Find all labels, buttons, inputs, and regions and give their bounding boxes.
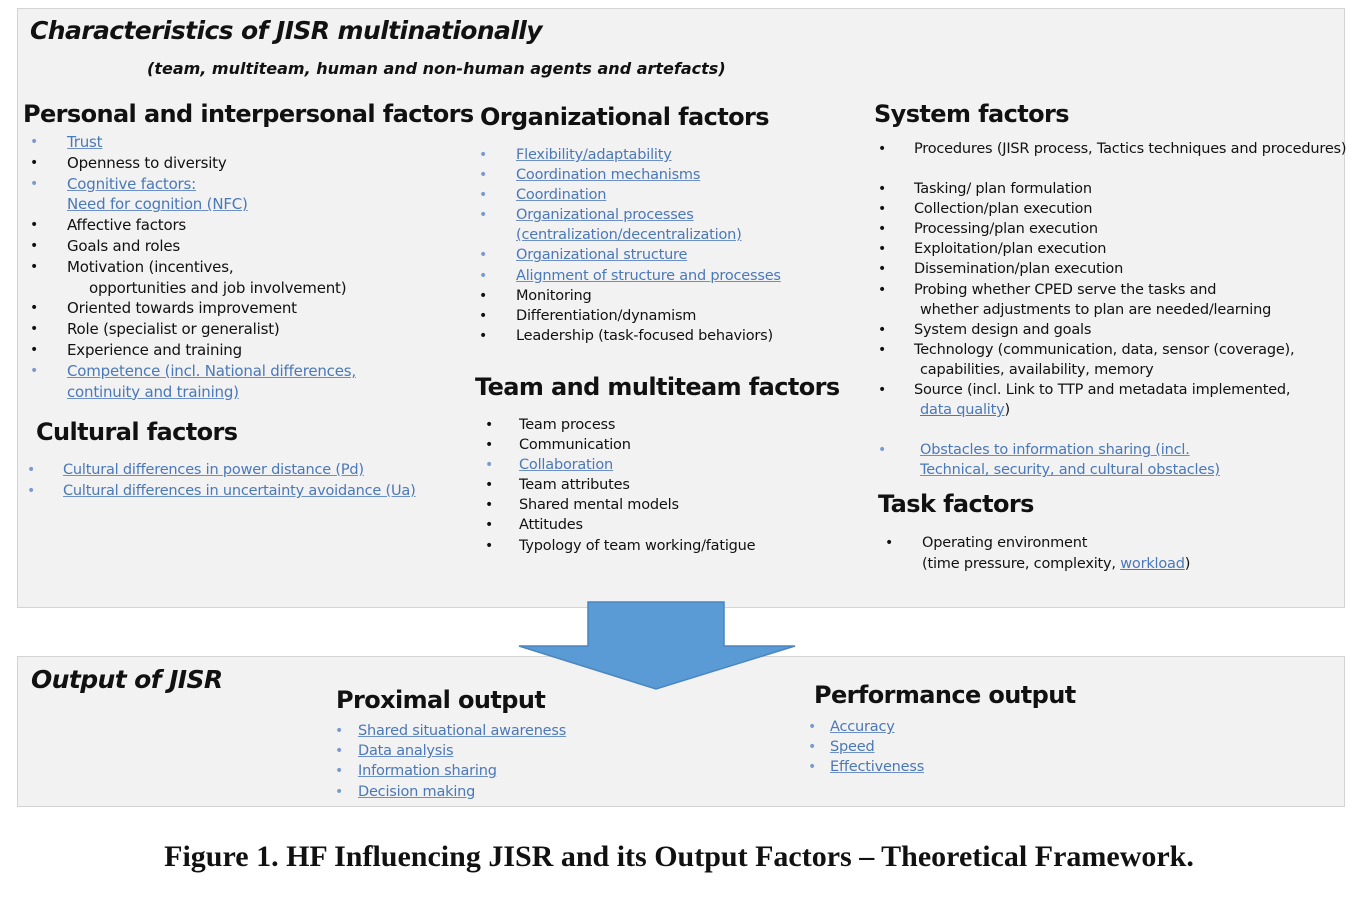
- characteristics-title: Characteristics of JISR multinationally: [30, 16, 542, 45]
- list-item[interactable]: • Organizational processes (centralization/decentralization): [516, 205, 781, 245]
- list-item: • Goals and roles: [67, 236, 356, 257]
- organizational-factors-heading: Organizational factors: [480, 103, 769, 131]
- list-item: • Oriented towards improvement: [67, 298, 356, 319]
- list-item[interactable]: • Collaboration: [519, 455, 755, 475]
- list-item: • Role (specialist or generalist): [67, 319, 356, 340]
- performance-output-heading: Performance output: [814, 681, 1076, 709]
- list-item: • Leadership (task-focused behaviors): [516, 326, 781, 346]
- list-item: • Monitoring: [516, 286, 781, 306]
- cultural-factors-list: [63, 460, 416, 502]
- list-item[interactable]: • Competence (incl. National differences, continuity and training): [67, 361, 356, 403]
- list-item: • Experience and training: [67, 340, 356, 361]
- list-item[interactable]: • Cultural differences in uncertainty avoidance (Ua): [63, 481, 416, 502]
- personal-factors-heading: Personal and interpersonal factors: [23, 100, 474, 128]
- list-item[interactable]: • Coordination mechanisms: [516, 165, 781, 185]
- list-item[interactable]: • Effectiveness: [830, 757, 924, 777]
- down-arrow-icon: [518, 600, 798, 692]
- task-factors-heading: Task factors: [878, 490, 1034, 518]
- list-item: • Team process: [519, 415, 755, 435]
- proximal-output-list: [358, 721, 566, 802]
- list-item[interactable]: • Cultural differences in power distance (Pd): [63, 460, 416, 481]
- cultural-factors-heading: Cultural factors: [36, 418, 238, 446]
- list-item[interactable]: • Decision making: [358, 782, 566, 802]
- task-factors-list: [922, 533, 1190, 575]
- list-item[interactable]: • Data analysis: [358, 741, 566, 761]
- team-factors-list: [519, 415, 755, 556]
- organizational-factors-list: [516, 145, 781, 346]
- list-item: • Technology (communication, data, sensor (coverage), capabilities, availability, memory: [914, 340, 1346, 380]
- list-item[interactable]: • Obstacles to information sharing (incl. Technical, security, and cultural obstacles): [914, 440, 1346, 480]
- performance-output-list: [830, 717, 924, 778]
- list-item: • Affective factors: [67, 215, 356, 236]
- list-item: • Dissemination/plan execution: [914, 259, 1346, 279]
- list-item[interactable]: • Shared situational awareness: [358, 721, 566, 741]
- list-item: • System design and goals: [914, 320, 1346, 340]
- personal-factors-list: [67, 132, 356, 402]
- proximal-output-heading: Proximal output: [336, 686, 546, 714]
- list-item: • Shared mental models: [519, 495, 755, 515]
- data-quality-link[interactable]: data quality: [920, 402, 1005, 419]
- list-item: • Motivation (incentives, opportunities and job involvement): [67, 257, 356, 299]
- list-item: • Source (incl. Link to TTP and metadata implemented, data quality): [914, 380, 1346, 420]
- list-item: • Openness to diversity: [67, 153, 356, 174]
- list-item[interactable]: • Trust: [67, 132, 356, 153]
- list-item[interactable]: • Alignment of structure and processes: [516, 266, 781, 286]
- system-factors-heading: System factors: [874, 100, 1069, 128]
- list-item: • Differentiation/dynamism: [516, 306, 781, 326]
- list-item: • Probing whether CPED serve the tasks and whether adjustments to plan are needed/learning: [914, 280, 1346, 320]
- output-title: Output of JISR: [31, 665, 223, 694]
- list-item: • Operating environment (time pressure, complexity, workload): [922, 533, 1190, 575]
- list-item: • Tasking/ plan formulation: [914, 179, 1346, 199]
- list-item[interactable]: • Speed: [830, 737, 924, 757]
- list-item: • Typology of team working/fatigue: [519, 536, 755, 556]
- team-factors-heading: Team and multiteam factors: [475, 373, 840, 401]
- list-item[interactable]: • Accuracy: [830, 717, 924, 737]
- list-item: • Communication: [519, 435, 755, 455]
- list-item[interactable]: • Information sharing: [358, 761, 566, 781]
- characteristics-subtitle: (team, multiteam, human and non-human agents and artefacts): [147, 59, 726, 78]
- list-item[interactable]: • Coordination: [516, 185, 781, 205]
- list-item: • Processing/plan execution: [914, 219, 1346, 239]
- list-item: • Procedures (JISR process, Tactics techniques and procedures): [914, 139, 1346, 159]
- list-item[interactable]: • Cognitive factors: Need for cognition (NFC): [67, 174, 356, 216]
- list-item: • Collection/plan execution: [914, 199, 1346, 219]
- figure-caption: Figure 1. HF Influencing JISR and its Output Factors – Theoretical Framework.: [164, 840, 1194, 873]
- list-item: • Team attributes: [519, 475, 755, 495]
- workload-link[interactable]: workload: [1120, 556, 1185, 572]
- list-item[interactable]: • Flexibility/adaptability: [516, 145, 781, 165]
- list-item: • Attitudes: [519, 515, 755, 535]
- list-item[interactable]: • Organizational structure: [516, 245, 781, 265]
- list-item: • Exploitation/plan execution: [914, 239, 1346, 259]
- system-factors-list: [914, 139, 1346, 480]
